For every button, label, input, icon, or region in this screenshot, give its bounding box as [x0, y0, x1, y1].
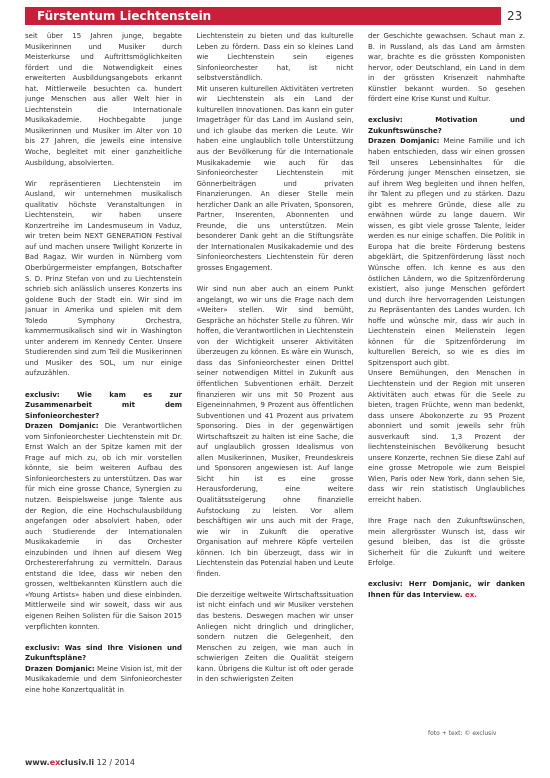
body-paragraph: Unsere Bemühungen, den Menschen in Liechtenstein und der Region mit unseren Aktivitäten auch etwas für die Seele zu bieten, tragen Früchte, wenn man bedenkt, dass unsere Abokonzerte zu 95 Prozent abonniert und somit jeweils sehr früh ausverkauft sind. 1,3 Prozent der liechtensteinischen Bevölkerung besucht unsere Konzerte, rechnen Sie diese Zahl auf eine grosse Metropole wie zum Beispiel Wien, Paris oder New York, dann sehen Sie, dass wir rein statistisch Unglaubliches erreicht haben.	[368, 369, 525, 505]
page-number: 23	[507, 9, 523, 23]
column-1	[25, 31, 182, 741]
brand-ex-mark: ex	[49, 758, 61, 767]
answer-text: Die Verantwortlichen vom Sinfonieorchester Liechtenstein mit Dr. Ernst Walch an der Spitze kamen mit der Frage auf mich zu, ob ich mir vorstellen könnte, sie beim weiteren Aufbau des Sinfonieorchesters zu unterstützen. Das war für mich eine grosse Chance, Synergien zu nutzen. Beispielsweise junge Talente aus der Region, die eine Hochschulausbildung angefangen oder absolviert haben, oder auch Studierende der Internationalen Musikakademie in das Orchester einzubinden und ihnen auf diesem Weg Orchestererfahrung zu vermitteln. Daraus entstand die Idee, dass wir neben den grossen, weltbekannten Künstlern auch die «Young Artists» haben und diese einbinden. Mittlerweile sind wir soweit, dass wir aus eigenen Reihen Solisten für die Saison 2015 verpflichten konnten.	[25, 422, 182, 631]
answer-text: Meine Vision ist, mit der Musikakademie und dem Sinfonieorchester eine hohe Konzertqualität in	[25, 664, 182, 694]
speaker-name: Drazen Domjanic:	[368, 137, 440, 146]
body-paragraph: Mit unseren kulturellen Aktivitäten vertreten wir Liechtenstein als ein Land der kulturellen Innovationen. Das kann ein guter Imageträger für das Land im Ausland sein, und ich glaube das merken die Leute. Wir haben eine unglaublich tolle Unterstützung aus der Bevölkerung für die Internationale Musikakademie wie auch für das Sinfonieorchester Liechtenstein mit Gönnerbeiträgen und privaten Finanzierungen. An dieser Stelle mein herzlicher Dank an alle Privaten, Sponsoren, Partner, Inserenten, Abonnenten und Freunde, die uns unterstützen. Mein besonderer Dank geht an die Stiftungsräte der Internationalen Musikakademie und des Sinfonieorchesters Liechtenstein für deren grosses Engagement.	[196, 84, 354, 273]
body-paragraph: seit über 15 Jahren junge, begabte Musikerinnen und Musiker durch Meisterkurse und Auftrittsmöglichkeiten fördert und die Notwendigkeit eines erweiterten Ausbildungsangebots erkannt hat. Mittlerweile besuchten ca. hundert junge Menschen aus aller Welt hier in Liechtenstein die Internationale Musikakademie. Hochbegabte junge Musikerinnen und Musiker im Alter von 10 bis 27 Jahren, die jeweils eine intensive Woche, begleitet mit einer ganzheitliche Ausbildung, absolvierten.	[25, 32, 182, 167]
speaker-name: Drazen Domjanic:	[25, 422, 99, 431]
interview-question	[368, 115, 525, 136]
footer-brand: www.exclusiv.li	[25, 758, 95, 767]
column-3	[368, 31, 525, 741]
body-paragraph: Liechtenstein zu bieten und das kulturelle Leben zu fördern. Dass ein so kleines Land wie Liechtenstein sein eigenes Sinfonieorchester hat, ist nicht selbstverständlich.	[196, 32, 354, 83]
issue-label: 12 / 2014	[96, 758, 135, 767]
column-2	[197, 31, 354, 741]
interview-question	[25, 390, 182, 422]
question-text: exclusiv: Motivation und Zukunftswünsche?	[368, 116, 525, 135]
article-body	[25, 31, 525, 741]
question-text: exclusiv: Was sind Ihre Visionen und Zukunftspläne?	[25, 643, 182, 663]
interview-question	[368, 579, 525, 600]
section-title: Fürstentum Liechtenstein	[37, 9, 212, 23]
question-text: exclusiv: Herr Domjanic, wir danken Ihnen für das Interview.	[368, 580, 525, 599]
interview-question	[25, 643, 182, 664]
answer-text: Meine Familie und ich haben entschieden, dass wir einen grossen Teil unseres Lebensinhaltes für die Förderung junger Menschen einsetzen, sie auf ihrem Weg begleiten und ihnen helfen, ihr Talent zu pflegen und zu stärken. Dazu gibt es mehrere Gründe, diese alle zu erwähnen würde zu lange dauern. Wir wissen, es gibt viele grosse Talente, leider werden es nur einige schaffen. Die Politik in Europa hat die breite Förderung bestens abgeklärt, die Spitzenförderung lässt noch Wünsche offen. Ich kenne es aus den östlichen Ländern, wo die Spitzenförderung existiert, also junge Menschen gefördert und durch ihre hervorragenden Leistungen zu Repräsentanten des Landes wurden. Ich hoffe und wünsche mir, dass wir auch in Liechtenstein einen Meilenstein legen können für die Spitzenförderung im kulturellen Bereich, so wie es dies im Spitzensport auch gibt.	[368, 137, 525, 367]
question-text: exclusiv: Wie kam es zur Zusammenarbeit mit dem Sinfonieorchester?	[25, 390, 182, 420]
body-paragraph: der Geschichte gewachsen. Schaut man z. B. in Russland, als das Land am ärmsten war, brachte es die grössten Komponisten hervor, oder Deutschland, ein Land in dem in der grössten Krisenzeit nahmhafte Künstler bekannt wurden. So gesehen fördert eine Krise Kunst und Kultur.	[368, 32, 525, 104]
body-paragraph: Wir repräsentieren Liechtenstein im Ausland, wir unternehmen musikalisch qualitativ höchste Veranstaltungen in Liechtenstein, wir haben unsere Konzertreihe im Landesmuseum in Vaduz, wir treten beim NEXT GENERATION Festival auf und machen unsere Twilight Konzerte in Bad Ragaz. Wir wurden in Nürnberg vom Oberbürgermeister empfangen, Botschafter S. D. Prinz Stefan von und zu Liechtenstein schrieb sich anlässlich unseres Konzerts ins goldene Buch der Stadt ein. Wir sind im Januar in Amerika und spielen mit dem Toledo Symphony Orchestra, kammermusikalisch sind wir in Washington unter anderem im Kennedy Center. Unsere Studierenden sind zum Teil die Musikerinnen und Musiker des SOL, um nur einige aufzuzählen.	[25, 179, 182, 378]
interview-answer	[25, 421, 182, 632]
photo-text-credit: foto + text: © exclusiv	[428, 730, 497, 737]
body-paragraph: Wir sind nun aber auch an einem Punkt angelangt, wo wir uns die Frage nach dem «Weiter» stellen. Wir sind bemüht, Gespräche an höchster Stelle zu führen. Wir hoffen, die Verantwortlichen in Liechtenstein von der Wichtigkeit unserer Aktivitäten überzeugen zu können. Es wäre ein Wunsch, dass das Sinfonieorchester einen Drittel seiner notwendigen Mittel in Zukunft aus öffentlichen Subventionen erhält. Derzeit finanzieren wir uns mit 50 Prozent aus Eigeneinnahmen, 9 Prozent aus öffentlichen Subventionen und 41 Prozent aus privatem Sponsoring. Dies in der gegenwärtigen Wirtschaftszeit zu halten ist eine Sache, die auf unglaublich grossen Idealismus von allen Musikerinnen, Musiker, Freundeskreis und Sponsoren angewiesen ist. Auf lange Sicht hin ist es eine grosse Herausforderung, eine weitere Qualitätssteigerung ohne finanzielle Aufstockung zu leisten. Vor allem beschäftigen wir uns auch mit der Frage, wie wir in Zukunft die operative Organisation auf mehrere Köpfe verteilen können. Ich bin überzeugt, dass wir in Liechtenstein das Potenzial haben und Leute finden.	[196, 285, 354, 578]
page-footer	[25, 756, 525, 770]
interview-answer	[25, 664, 182, 696]
body-paragraph: Die derzeitige weltweite Wirtschaftssituation ist nicht einfach und wir Musiker verstehen das bestens. Deswegen machen wir unser Anliegen nicht dringlich und dringlicher, sondern nutzen die Gelegenheit, den Menschen zu zeigen, wie man auch in schwierigen Zeiten die Qualität steigern kann. Übrigens die Kultur ist oft oder gerade in den schwierigsten Zeiten	[196, 590, 354, 684]
interview-answer	[368, 136, 525, 368]
article-end-mark: ex.	[464, 590, 477, 599]
speaker-name: Drazen Domjanic:	[25, 664, 95, 673]
body-paragraph: Ihre Frage nach den Zukunftswünschen, mein allergrösster Wunsch ist, dass wir gesund bleiben, das ist die grösste Sicherheit für die Zukunft und weitere Erfolge.	[368, 517, 525, 568]
page-header	[0, 0, 550, 32]
